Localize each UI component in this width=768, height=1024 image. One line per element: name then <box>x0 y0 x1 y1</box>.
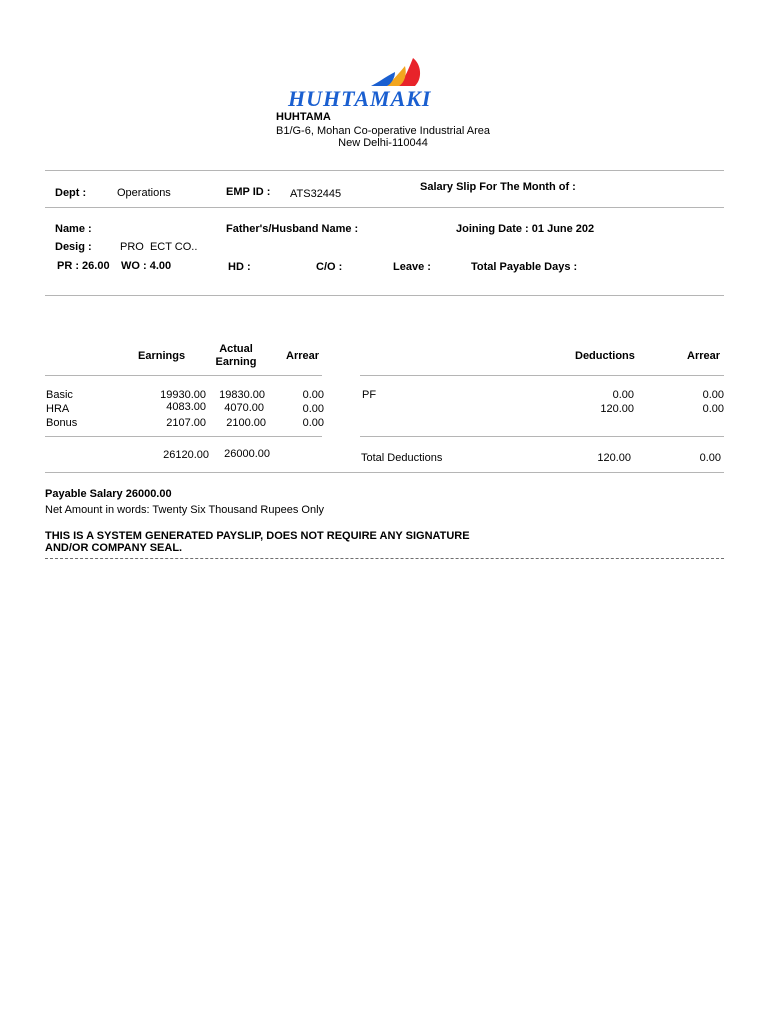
system-notice-line1: THIS IS A SYSTEM GENERATED PAYSLIP, DOES NOT REQUIRE ANY SIGNATURE <box>45 530 470 542</box>
company-logo <box>285 56 485 111</box>
pr-value: PR : 26.00 <box>57 260 110 272</box>
deduction-arrear-value: 0.00 <box>702 403 724 415</box>
total-deductions-arrear: 0.00 <box>699 452 721 464</box>
arrear-value: 0.00 <box>302 417 324 429</box>
actual-earning-header-line1: Actual <box>219 343 253 355</box>
deduction-label: PF <box>362 389 377 401</box>
hd-label: HD : <box>228 261 251 273</box>
emp-id-value: ATS32445 <box>290 188 342 200</box>
arrear-value: 0.00 <box>302 389 324 401</box>
actual-value: 2100.00 <box>226 417 266 429</box>
divider <box>360 375 724 376</box>
wo-value: WO : 4.00 <box>121 260 172 272</box>
payable-salary: Payable Salary 26000.00 <box>45 488 172 500</box>
dept-value: Operations <box>117 187 171 199</box>
earning-label: Basic <box>46 389 73 401</box>
actual-value: 19830.00 <box>219 389 265 401</box>
sail-icon <box>365 56 425 90</box>
name-label: Name : <box>55 223 92 235</box>
deductions-header: Deductions <box>575 350 635 362</box>
joining-date: Joining Date : 01 June 202 <box>456 223 595 235</box>
divider <box>45 170 724 171</box>
divider <box>45 207 724 208</box>
total-deductions-value: 120.00 <box>597 452 631 464</box>
total-actual-earnings: 26000.00 <box>224 448 270 460</box>
earning-value: 4083.00 <box>166 401 206 413</box>
actual-value: 4070.00 <box>224 402 264 414</box>
deduction-value: 0.00 <box>612 389 634 401</box>
total-deductions-label: Total Deductions <box>361 452 443 464</box>
divider <box>45 472 724 473</box>
deductions-arrear-header: Arrear <box>687 350 721 362</box>
earnings-arrear-header: Arrear <box>286 350 320 362</box>
salary-month-label: Salary Slip For The Month of : <box>420 181 576 193</box>
dashed-divider <box>45 558 724 559</box>
father-name-label: Father's/Husband Name : <box>226 223 359 235</box>
earning-label: HRA <box>46 403 70 415</box>
logo-wordmark: HUHTAMAKI <box>288 86 432 111</box>
divider <box>45 375 322 376</box>
company-address-line1: B1/G-6, Mohan Co-operative Industrial Area <box>275 125 490 137</box>
earning-value: 2107.00 <box>166 417 206 429</box>
desig-label: Desig : <box>55 241 92 253</box>
system-notice-line2: AND/OR COMPANY SEAL. <box>45 542 183 554</box>
earning-value: 19930.00 <box>160 389 206 401</box>
company-name: HUHTAMA <box>276 111 331 123</box>
net-amount-words: Net Amount in words: Twenty Six Thousand Rupees Only <box>45 504 325 516</box>
divider <box>360 436 724 437</box>
divider <box>45 436 322 437</box>
arrear-value: 0.00 <box>302 403 324 415</box>
emp-id-label: EMP ID : <box>226 186 271 198</box>
earning-label: Bonus <box>46 417 78 429</box>
dept-label: Dept : <box>55 187 87 199</box>
divider <box>45 295 724 296</box>
desig-value: PRO ECT CO.. <box>120 241 198 253</box>
leave-label: Leave : <box>393 261 431 273</box>
total-payable-days-label: Total Payable Days : <box>471 261 578 273</box>
co-label: C/O : <box>316 261 343 273</box>
total-earnings: 26120.00 <box>163 449 209 461</box>
deduction-value: 120.00 <box>600 403 634 415</box>
actual-earning-header-line2: Earning <box>215 356 257 368</box>
earnings-header: Earnings <box>138 350 186 362</box>
deduction-arrear-value: 0.00 <box>702 389 724 401</box>
company-address-line2: New Delhi-110044 <box>338 137 428 149</box>
